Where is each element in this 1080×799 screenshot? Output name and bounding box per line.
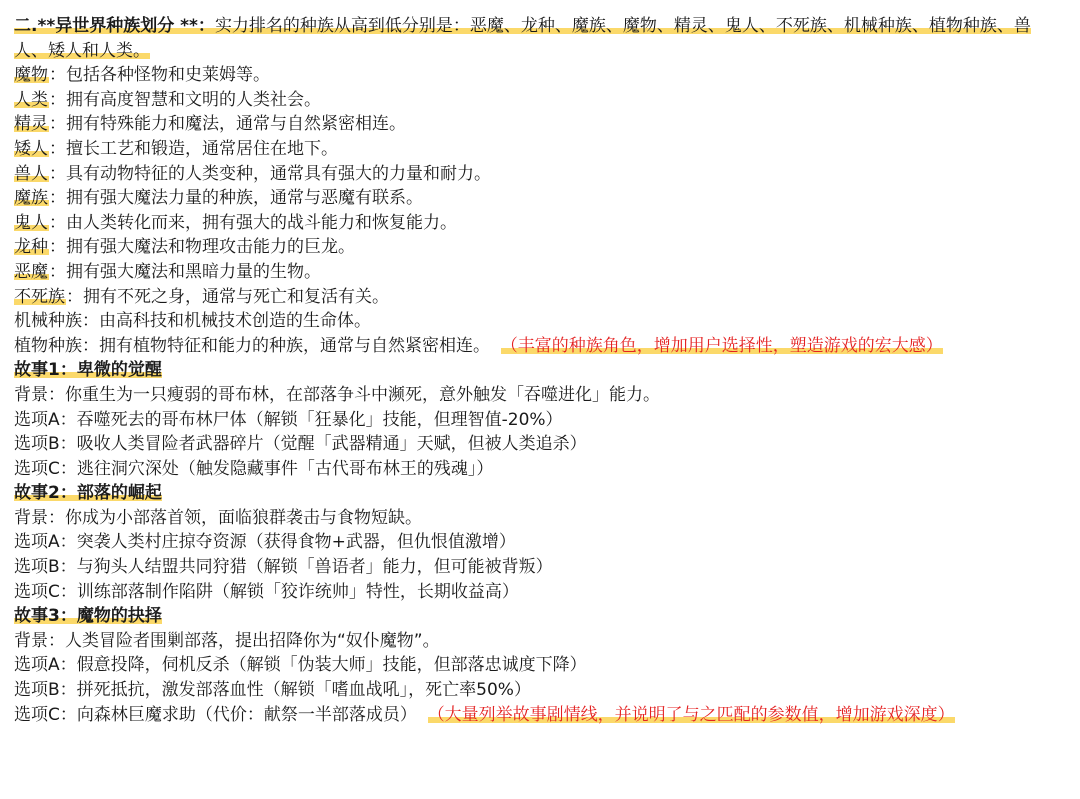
race-term: 矮人 [14, 138, 48, 159]
race-item [14, 285, 1066, 310]
intro-paragraph [14, 14, 1064, 63]
race-desc: ：由高科技和机械技术创造的生命体。 [82, 311, 371, 332]
race-desc: ：由人类转化而来，拥有强大的战斗能力和恢复能力。 [49, 212, 457, 233]
race-desc: ：包括各种怪物和史莱姆等。 [49, 65, 270, 86]
story-option: 选项B：吸收人类冒险者武器碎片（觉醒「武器精通」天赋，但被人类追杀） [14, 434, 587, 455]
story-background: 背景：你重生为一只瘦弱的哥布林，在部落争斗中濒死，意外触发「吞噬进化」能力。 [14, 384, 660, 405]
race-item [14, 137, 1066, 162]
race-desc: ：拥有特殊能力和魔法，通常与自然紧密相连。 [49, 114, 406, 135]
race-item [14, 88, 1066, 113]
race-item [14, 162, 1066, 187]
race-term: 魔族 [14, 188, 48, 209]
race-term: 龙种 [14, 237, 48, 258]
race-desc: ：拥有不死之身，通常与死亡和复活有关。 [66, 286, 389, 307]
race-desc: ：拥有强大魔法力量的种族，通常与恶魔有联系。 [49, 188, 423, 209]
story-option: 选项B：拼死抵抗，激发部落血性（解锁「嗜血战吼」，死亡率50%） [14, 680, 531, 701]
race-term: 人类 [14, 89, 48, 110]
race-term: 精灵 [14, 114, 48, 135]
race-desc: ：具有动物特征的人类变种，通常具有强大的力量和耐力。 [49, 163, 491, 184]
race-desc: ：拥有强大魔法和物理攻击能力的巨龙。 [49, 237, 355, 258]
race-desc: ：拥有高度智慧和文明的人类社会。 [49, 89, 321, 110]
story-option: 选项C：训练部落制作陷阱（解锁「狡诈统帅」特性，长期收益高） [14, 581, 519, 602]
race-desc: ：擅长工艺和锻造，通常居住在地下。 [49, 138, 338, 159]
story-option: 选项A：假意投降，伺机反杀（解锁「伪装大师」技能，但部落忠诚度下降） [14, 655, 587, 676]
story-background: 背景：人类冒险者围剿部落，提出招降你为“奴仆魔物”。 [14, 630, 440, 651]
story-title: 故事3：魔物的抉择 [14, 606, 162, 627]
race-term: 魔物 [14, 65, 48, 86]
race-desc: ：拥有植物特征和能力的种族，通常与自然紧密相连。 [82, 335, 490, 356]
story-option: 选项C：向森林巨魔求助（代价：献祭一半部落成员） [14, 704, 417, 725]
story-heading [14, 358, 1066, 383]
story-title: 故事1：卑微的觉醒 [14, 360, 162, 381]
race-desc: ：拥有强大魔法和黑暗力量的生物。 [49, 261, 321, 282]
race-item-plant [14, 334, 1064, 359]
story-option: 选项C：逃往洞穴深处（触发隐藏事件「古代哥布林王的残魂」） [14, 458, 494, 479]
story-heading [14, 481, 1066, 506]
race-item [14, 186, 1066, 211]
race-term: 不死族 [14, 286, 65, 307]
race-term: 植物种族 [14, 335, 82, 356]
race-item [14, 211, 1066, 236]
story-heading [14, 604, 1066, 629]
editor-note: （大量列举故事剧情线，并说明了与之匹配的参数值，增加游戏深度） [427, 704, 955, 725]
race-item [14, 260, 1066, 285]
race-term: 恶魔 [14, 261, 48, 282]
story-background: 背景：你成为小部落首领，面临狼群袭击与食物短缺。 [14, 507, 422, 528]
race-term: 鬼人 [14, 212, 48, 233]
race-item [14, 309, 1066, 334]
story-option: 选项A：突袭人类村庄掠夺资源（获得食物+武器，但仇恨值激增） [14, 532, 516, 553]
story-title: 故事2：部落的崛起 [14, 483, 162, 504]
race-term: 机械种族 [14, 311, 82, 332]
editor-note: （丰富的种族角色，增加用户选择性，塑造游戏的宏大感） [500, 335, 943, 356]
section-title: 二.**异世界种族划分 **： [14, 16, 215, 36]
race-term: 兽人 [14, 163, 48, 184]
intro-text: 实力排名的种族从高到低分别是：恶魔、龙种、魔族、魔物、精灵、鬼人、不死族、机械种族、植物种族、兽人、矮人和人类。 [14, 16, 1031, 61]
story-option-last [14, 703, 1064, 728]
race-item [14, 63, 1066, 88]
race-item [14, 112, 1066, 137]
story-option: 选项B：与狗头人结盟共同狩猎（解锁「兽语者」能力，但可能被背叛） [14, 557, 553, 578]
race-item [14, 235, 1066, 260]
story-option: 选项A：吞噬死去的哥布林尸体（解锁「狂暴化」技能，但理智值-20%） [14, 409, 563, 430]
